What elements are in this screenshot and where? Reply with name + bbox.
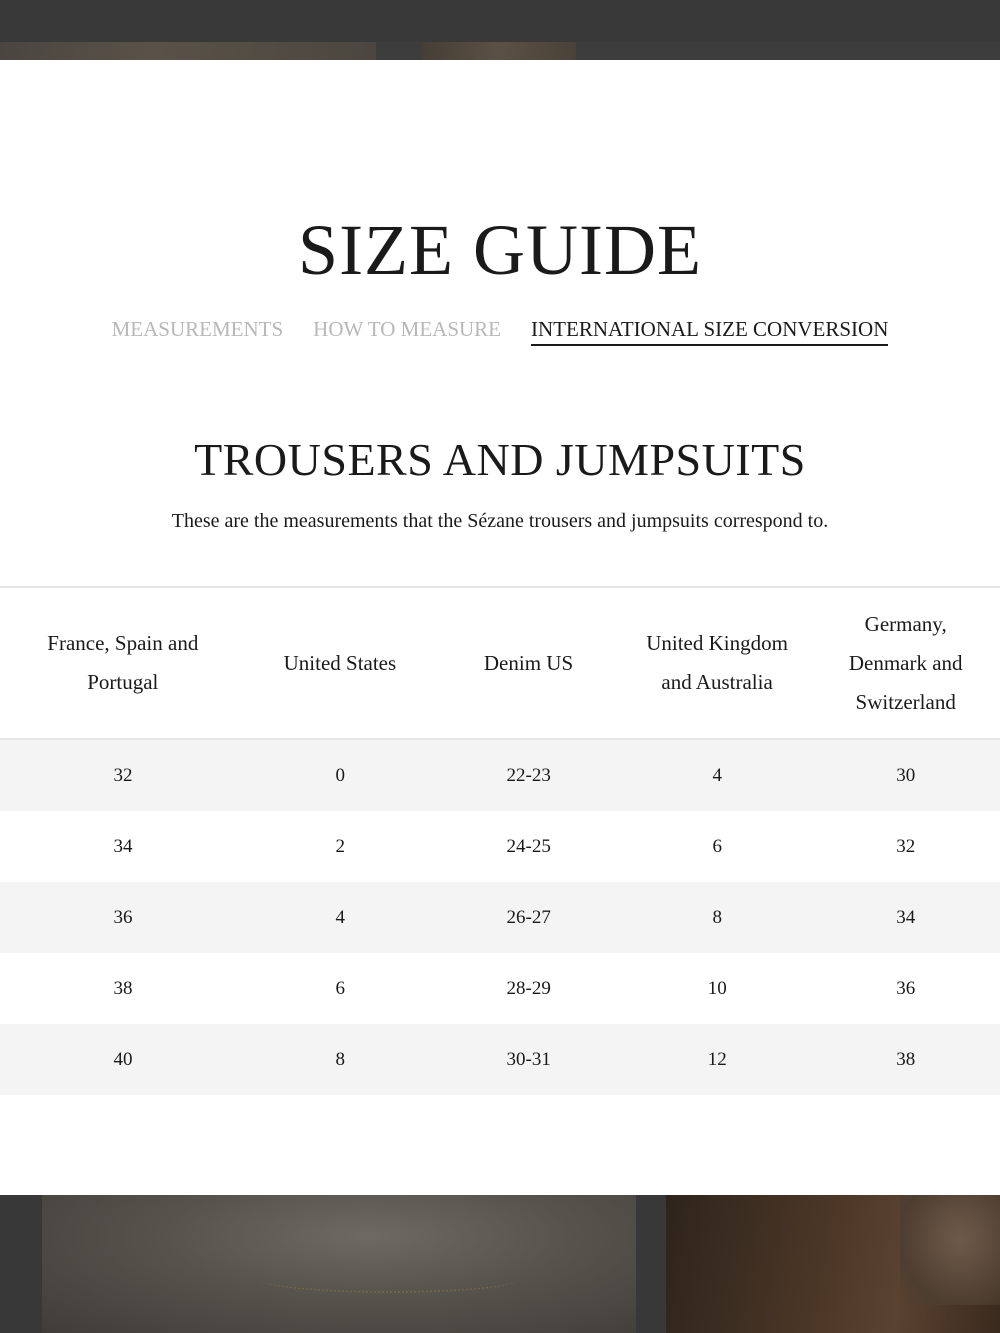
background-product-image (42, 1195, 636, 1333)
table-cell: 12 (707, 1048, 727, 1070)
section-description: These are the measurements that the Sézane trousers and jumpsuits correspond to. (171, 510, 829, 532)
table-cell: 30-31 (506, 1048, 551, 1070)
table-cell: 38 (113, 977, 133, 999)
size-conversion-table (0, 586, 1000, 1095)
table-cell: 26-27 (506, 906, 551, 928)
tab-how-to-measure[interactable]: HOW TO MEASURE (313, 317, 502, 341)
column-header-denim-us: Denim US (483, 650, 574, 675)
table-row (0, 1024, 1000, 1095)
table-cell: 30 (896, 764, 916, 786)
column-header-united-states: United States (283, 650, 397, 675)
table-cell: 6 (712, 835, 722, 857)
table-cell: 0 (335, 764, 345, 786)
table-cell: 2 (335, 835, 345, 857)
table-cell: 34 (113, 835, 133, 857)
modal-title: SIZE GUIDE (298, 210, 702, 290)
table-row (0, 882, 1000, 953)
table-row (0, 811, 1000, 882)
table-cell: 40 (113, 1048, 133, 1070)
table-row (0, 740, 1000, 811)
table-cell: 24-25 (506, 835, 551, 857)
tab-international-size-conversion[interactable]: INTERNATIONAL SIZE CONVERSION (531, 316, 888, 346)
table-cell: 36 (113, 906, 133, 928)
table-cell: 4 (712, 764, 722, 786)
column-header-france-spain-portugal: France, Spain and Portugal (47, 631, 199, 694)
background-product-image (0, 42, 376, 60)
table-cell: 22-23 (506, 764, 551, 786)
table-header-row (0, 588, 1000, 740)
table-cell: 8 (712, 906, 722, 928)
table-cell: 10 (707, 977, 727, 999)
table-cell: 8 (335, 1048, 345, 1070)
column-header-germany-denmark-switzerland: Germany, Denmark and Switzerland (848, 611, 963, 714)
table-cell: 4 (335, 906, 345, 928)
table-cell: 38 (896, 1048, 916, 1070)
background-image-detail (900, 1195, 1000, 1305)
tab-measurements[interactable]: MEASUREMENTS (111, 317, 284, 341)
section-title: TROUSERS AND JUMPSUITS (194, 434, 806, 485)
background-product-image (422, 42, 576, 60)
column-header-uk-australia: United Kingdom and Australia (646, 631, 788, 694)
table-cell: 6 (335, 977, 345, 999)
table-cell: 36 (896, 977, 916, 999)
table-cell: 32 (113, 764, 133, 786)
size-guide-modal (0, 60, 1000, 1195)
size-guide-tabs (0, 316, 1000, 346)
table-row (0, 953, 1000, 1024)
table-cell: 34 (896, 906, 916, 928)
table-cell: 28-29 (506, 977, 551, 999)
table-cell: 32 (896, 835, 916, 857)
background-image-detail (260, 1265, 520, 1293)
